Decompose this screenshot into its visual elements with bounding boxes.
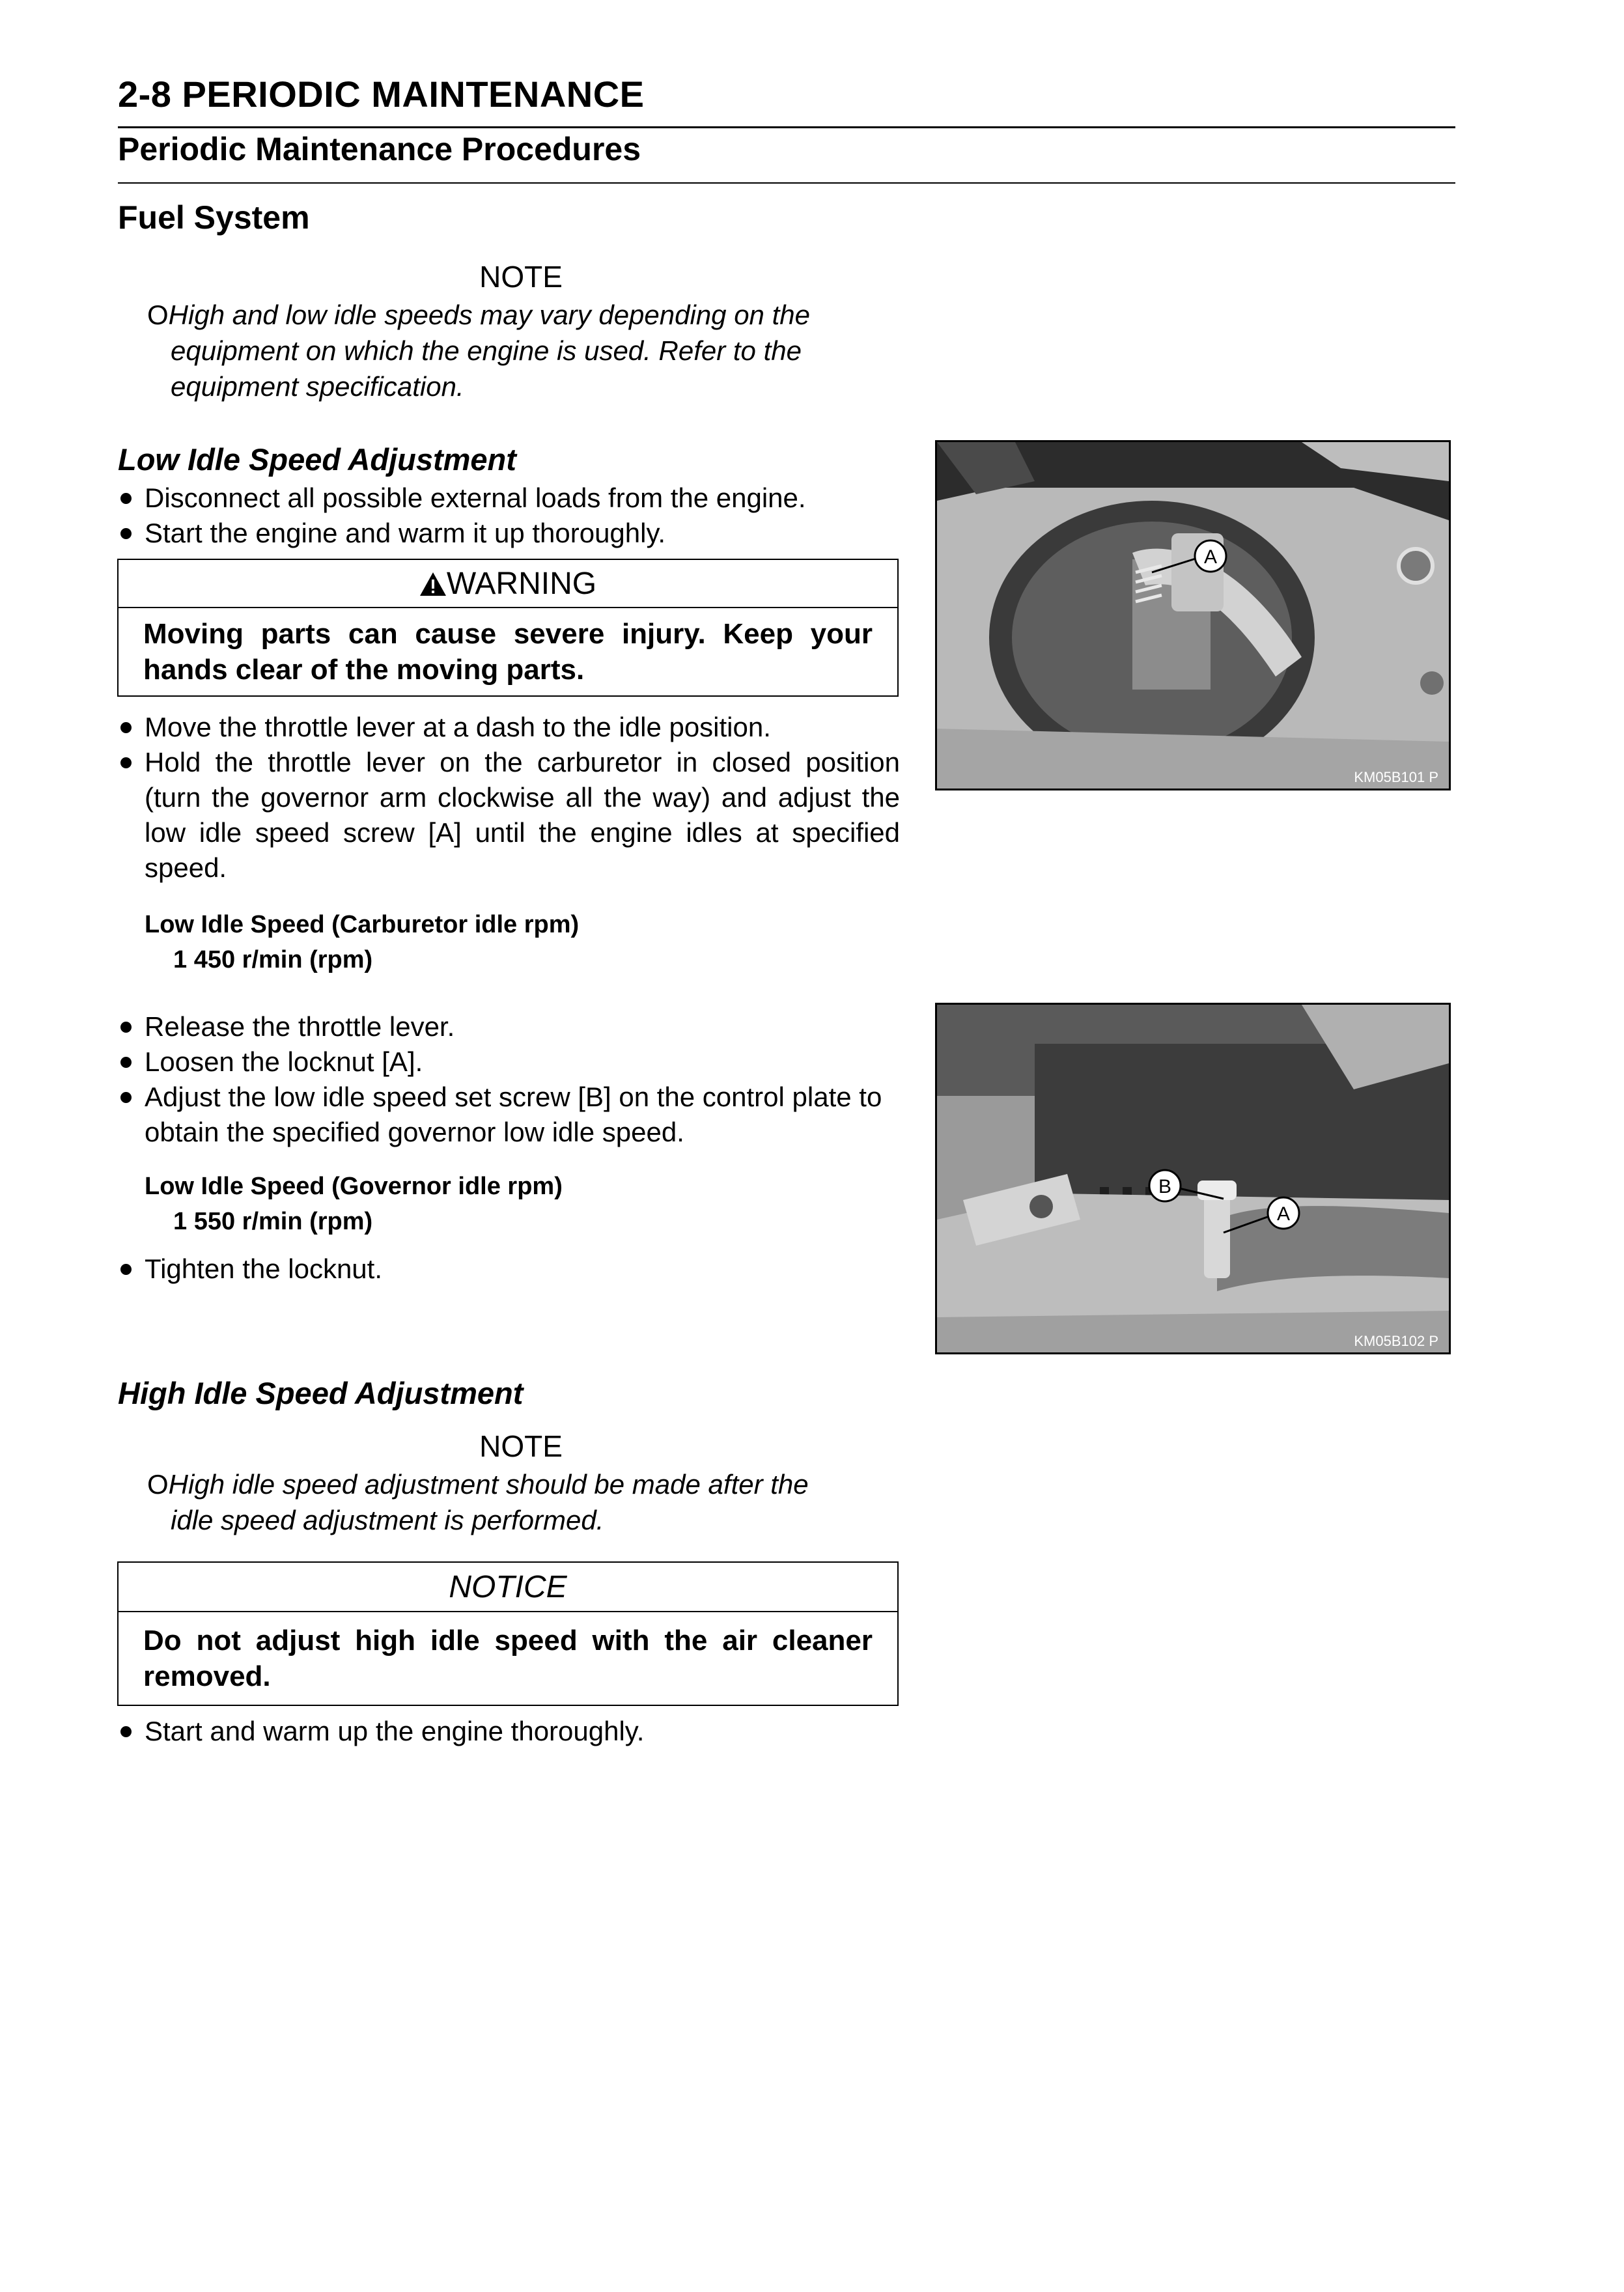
carburetor-photo bbox=[935, 440, 1451, 790]
warning-triangle-icon bbox=[419, 572, 447, 596]
high-idle-heading: High Idle Speed Adjustment bbox=[118, 1376, 524, 1410]
notice-title: NOTICE bbox=[119, 1563, 897, 1612]
spec-1-value: 1 450 r/min (rpm) bbox=[173, 946, 373, 973]
spec-2-value: 1 550 r/min (rpm) bbox=[173, 1208, 373, 1235]
note-marker: O bbox=[147, 300, 169, 330]
section-title: 2-8 PERIODIC MAINTENANCE bbox=[118, 74, 645, 115]
bullet-list-2 bbox=[119, 710, 900, 886]
bullet-list-1 bbox=[119, 481, 900, 551]
note-line: OHigh idle speed adjustment should be made after the bbox=[147, 1469, 809, 1500]
control-plate-photo bbox=[935, 1003, 1451, 1354]
list-item: Start the engine and warm it up thoroughly. bbox=[119, 516, 900, 551]
header-rule bbox=[118, 126, 1455, 128]
intro-note bbox=[147, 297, 897, 404]
note-line: equipment specification. bbox=[171, 371, 464, 402]
notice-box bbox=[117, 1561, 899, 1706]
bullet-list-3 bbox=[119, 1009, 900, 1150]
chapter-rule bbox=[118, 182, 1455, 184]
system-title: Fuel System bbox=[118, 199, 310, 236]
list-item: Tighten the locknut. bbox=[119, 1251, 900, 1287]
spec-2-label: Low Idle Speed (Governor idle rpm) bbox=[145, 1173, 563, 1200]
note-title: NOTE bbox=[479, 260, 563, 294]
high-idle-note bbox=[147, 1466, 897, 1538]
bullet-list-5 bbox=[119, 1714, 900, 1749]
list-item: Loosen the locknut [A]. bbox=[119, 1044, 900, 1080]
callout-a: A bbox=[1203, 546, 1218, 568]
chapter-title: Periodic Maintenance Procedures bbox=[118, 131, 641, 167]
list-item: Disconnect all possible external loads from the engine. bbox=[119, 481, 900, 516]
bullet-list-4 bbox=[119, 1251, 900, 1287]
list-item: Release the throttle lever. bbox=[119, 1009, 900, 1044]
notice-text: Do not adjust high idle speed with the air cleaner removed. bbox=[143, 1625, 873, 1692]
warning-text: Moving parts can cause severe injury. Keep your hands clear of the moving parts. bbox=[143, 618, 873, 686]
list-item: Start and warm up the engine thoroughly. bbox=[119, 1714, 900, 1749]
warning-header bbox=[119, 560, 897, 608]
note-line: idle speed adjustment is performed. bbox=[171, 1505, 604, 1535]
note-line: equipment on which the engine is used. Refer to the bbox=[171, 335, 802, 366]
photo-code: KM05B101 P bbox=[1354, 769, 1438, 785]
list-item: Adjust the low idle speed set screw [B] on the control plate to obtain the specified governor low idle speed. bbox=[119, 1080, 900, 1150]
callout-b: B bbox=[1158, 1176, 1172, 1197]
callout-a: A bbox=[1276, 1203, 1291, 1225]
list-item: Move the throttle lever at a dash to the idle position. bbox=[119, 710, 900, 745]
list-item: Hold the throttle lever on the carburetor in closed position (turn the governor arm clockwise all the way) and adjust the low idle speed screw [A] until the engine idles at specified speed. bbox=[119, 745, 900, 886]
note-title: NOTE bbox=[479, 1429, 563, 1463]
note-line: OHigh and low idle speeds may vary depending on the bbox=[147, 300, 810, 330]
note-marker: O bbox=[147, 1469, 169, 1500]
warning-title: WARNING bbox=[446, 566, 597, 601]
low-idle-heading: Low Idle Speed Adjustment bbox=[118, 442, 516, 477]
photo-code: KM05B102 P bbox=[1354, 1333, 1438, 1349]
warning-box bbox=[117, 559, 899, 697]
spec-1-label: Low Idle Speed (Carburetor idle rpm) bbox=[145, 911, 580, 938]
